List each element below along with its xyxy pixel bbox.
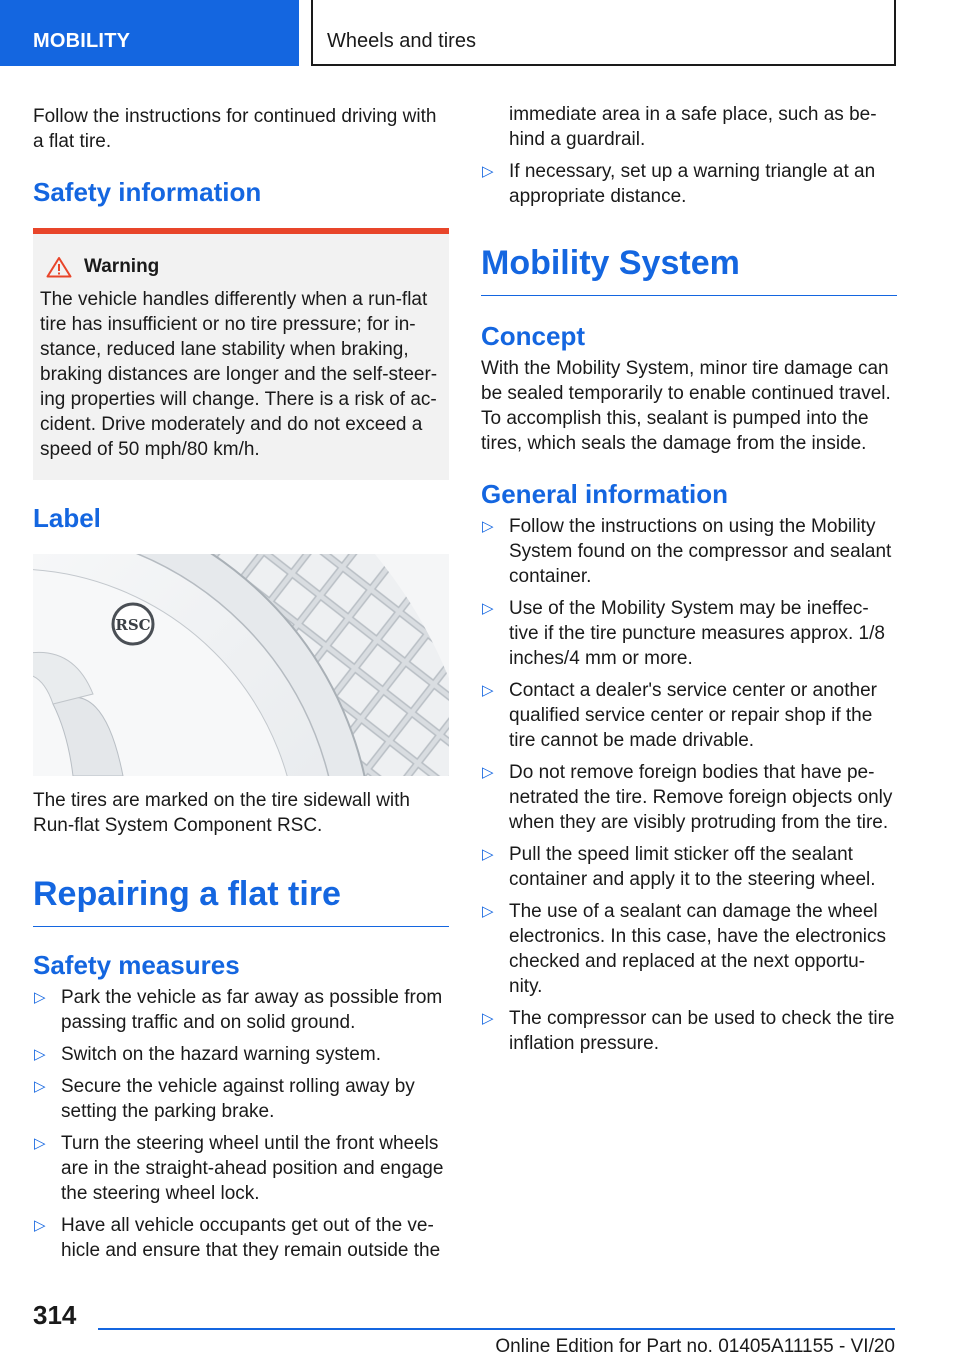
bullet-icon: ▷ [34, 1135, 46, 1152]
list-item [33, 985, 449, 1035]
footer-edition: Online Edition for Part no. 01405A11155 - VI/20 [495, 1336, 895, 1357]
concept-text: With the Mobility System, minor tire damage can be sealed temporarily to enable continued travel. To accomplish this, sealant is pumped into the tires, which seals the damage from the inside. [481, 358, 891, 454]
list-item-text: Switch on the hazard warning system. [61, 1044, 381, 1065]
list-item-text: Have all vehicle occupants get out of the ve-hicle and ensure that they remain outside the [61, 1215, 441, 1261]
list-item [481, 760, 897, 835]
list-item-text: Follow the instructions on using the Mobility System found on the compressor and sealant container. [509, 516, 892, 587]
chapter-title: Wheels and tires [311, 0, 896, 66]
bullet-icon: ▷ [34, 1078, 46, 1095]
general-information-heading: General information [481, 479, 729, 509]
label-heading: Label [33, 503, 101, 533]
list-item [481, 899, 897, 999]
warning-triangle-icon [46, 256, 72, 278]
bullet-icon: ▷ [482, 764, 494, 781]
list-item-text: Do not remove foreign bodies that have pe-netrated the tire. Remove foreign objects only when they are visibly protruding from the tire. [509, 762, 893, 833]
concept-heading: Concept [481, 321, 585, 351]
list-item-text: Use of the Mobility System may be ineffec-tive if the tire puncture measures approx. 1/8 inches/4 mm or more. [509, 598, 885, 669]
list-item [481, 1006, 897, 1056]
figure-caption: The tires are marked on the tire sidewall with Run-flat System Component RSC. [33, 790, 410, 836]
warning-box [33, 228, 449, 480]
bullet-icon: ▷ [34, 1217, 46, 1234]
list-item [481, 842, 897, 892]
list-item [481, 159, 897, 209]
list-item-text: The compressor can be used to check the tire inflation pressure. [509, 1008, 895, 1054]
list-item-text: Contact a dealer's service center or another qualified service center or repair shop if the tire cannot be made drivable. [509, 680, 877, 751]
list-item-text: If necessary, set up a warning triangle at an appropriate distance. [509, 161, 876, 207]
list-item-continued: immediate area in a safe place, such as be-hind a guardrail. [509, 104, 877, 150]
list-item-text: Park the vehicle as far away as possible from passing traffic and on solid ground. [61, 987, 443, 1033]
section-tab[interactable]: MOBILITY [0, 0, 299, 66]
left-column [33, 104, 449, 1270]
warning-title: Warning [84, 256, 160, 277]
list-item [481, 678, 897, 753]
safety-measures-list [33, 985, 449, 1263]
bullet-icon: ▷ [482, 1010, 494, 1027]
list-item-text: Secure the vehicle against rolling away by setting the parking brake. [61, 1076, 415, 1122]
list-item [33, 1131, 449, 1206]
bullet-icon: ▷ [482, 903, 494, 920]
rsc-tire-illustration [33, 554, 449, 776]
list-item-text: Pull the speed limit sticker off the sealant container and apply it to the steering wheel. [509, 844, 876, 890]
list-item [33, 1042, 449, 1067]
footer-divider [98, 1328, 895, 1330]
list-item-text: Turn the steering wheel until the front wheels are in the straight-ahead position and engage the steering wheel lock. [61, 1133, 444, 1204]
page-number: 314 [33, 1300, 77, 1330]
tire-sidewall-image [33, 554, 449, 776]
bullet-icon: ▷ [34, 989, 46, 1006]
rsc-logo: RSC [115, 616, 151, 634]
warning-text: The vehicle handles differently when a run-flat tire has insufficient or no tire pressure; for in-stance, reduced lane stability when braking, braking distances are longer and the self-steer-ing properties will change. There is a risk of ac-cident. Drive moderately and do not exceed a speed of 50 mph/80 km/h. [40, 289, 438, 460]
safety-measures-list-continued [481, 159, 897, 209]
list-item-text: The use of a sealant can damage the wheel electronics. In this case, have the electronics checked and replaced at the next opportu-nity. [509, 901, 887, 997]
list-item [481, 596, 897, 671]
bullet-icon: ▷ [482, 682, 494, 699]
safety-measures-heading: Safety measures [33, 950, 240, 980]
list-item [481, 514, 897, 589]
intro-text: Follow the instructions for continued driving with a flat tire. [33, 106, 437, 152]
mobility-system-heading: Mobility System [481, 243, 897, 296]
bullet-icon: ▷ [482, 600, 494, 617]
general-information-list [481, 514, 897, 1056]
list-item [33, 1213, 449, 1263]
list-item [33, 1074, 449, 1124]
safety-information-heading: Safety information [33, 177, 262, 207]
bullet-icon: ▷ [482, 846, 494, 863]
bullet-icon: ▷ [482, 163, 494, 180]
bullet-icon: ▷ [34, 1046, 46, 1063]
right-column [481, 102, 897, 1063]
repairing-flat-tire-heading: Repairing a flat tire [33, 874, 449, 927]
warning-header [40, 254, 442, 279]
bullet-icon: ▷ [482, 518, 494, 535]
